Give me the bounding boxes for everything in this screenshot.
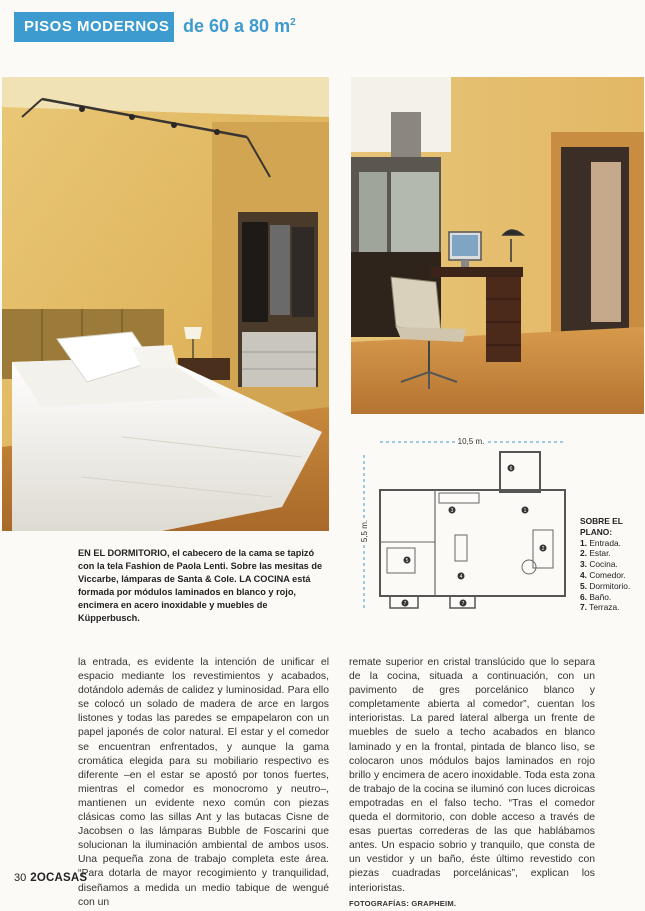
legend-item: 4. Comedor.: [580, 569, 626, 580]
office-photo: [351, 77, 644, 414]
body-text-right: remate superior en cristal translúcido que lo separa de la cocina, situada a continuación, con un pavimento de gres porcelánico blanco y completamente abierta al comedor”, cuentan los interioristas. La pared lateral alberga un frente de muebles de suelo a techo acabados en blanco laminado y en la frontal, pintada de blanco liso, se colocaron unos módulos bajos laminados en rojo brillo y encimera de acero inoxidable. Toda esta zona de trabajo de la cocina se iluminó con luces dicroicas empotradas en el falso techo. “Tras el comedor queda el dormitorio, con doble acceso a través de esas puertas correderas de las que hablábamos antes. Un espacio sobrio y tranquilo, que consta de un vestidor y un baño, éste último revestido con piezas cuadradas porcelánicas”, explican los interioristas. FOTOGRAFÍAS: GRAPHEIM.: [349, 656, 595, 911]
svg-text:10,5 m.: 10,5 m.: [457, 437, 485, 446]
plan-legend: [580, 516, 642, 613]
svg-text:7: 7: [403, 601, 407, 607]
floor-plan: [355, 430, 575, 615]
svg-text:6: 6: [509, 466, 513, 472]
photo-credit: FOTOGRAFÍAS: GRAPHEIM.: [349, 898, 457, 908]
legend-item: 7. Terraza.: [580, 602, 620, 613]
legend-item: 3. Cocina.: [580, 559, 618, 570]
photo-caption: EN EL DORMITORIO, el cabecero de la cama se tapizó con la tela Fashion de Paola Lenti. Sobre las mesitas de Viccarbe, lámparas de Santa & Cole. LA COCINA está formada por módulos laminados en blanco y rojo, encimera en acero inoxidable y muebles de Küpperbusch.: [78, 548, 323, 623]
page-number: 30: [14, 872, 27, 884]
svg-text:3: 3: [450, 508, 454, 514]
svg-text:1: 1: [523, 508, 527, 514]
legend-item: 1. Entrada.: [580, 537, 621, 548]
svg-text:7: 7: [461, 601, 465, 607]
page-title: de 60 a 80 $m^2$: [183, 16, 296, 36]
svg-text:5,5 m.: 5,5 m.: [360, 519, 369, 543]
section-label: PISOS MODERNOS: [14, 12, 174, 42]
legend-item: 5. Dormitorio.: [580, 580, 631, 591]
legend-item: 6. Baño.: [580, 591, 612, 602]
legend-item: 2. Estar.: [580, 548, 611, 559]
svg-text:5: 5: [405, 558, 409, 564]
legend-title-line1: SOBRE EL: [580, 516, 623, 526]
page-footer: [14, 872, 87, 884]
magazine-name: 2OCASAS: [30, 872, 88, 884]
body-text-left: la entrada, es evidente la intención de unificar el espacio mediante los revestimientos y acabados, dotándolo además de calidez y luminosidad. Para ello se colocó un solado de madera de arce en largos listones y todas las paredes se empapelaron con un papel japonés de color natural. El estar y el comedor se encuentran enfrentados, y aunque la gama cromática elegida para su mobiliario respectivo es diferente –en el estar se apostó por tonos fuertes, mientras el comedor es monocromo y neutro–, mantienen un evidente nexo común con piezas clásicas como las sillas Ant y las butacas Cisne de Jacobsen o las lámparas Bubble de Foscarini que solucionan la iluminación ambiental de ambos usos. Una pequeña zona de trabajo completa este área. “Para dotarla de mayor recogimiento y tranquilidad, diseñamos a medida un medio tabique de wengué con un: [78, 657, 329, 908]
legend-title-line2: PLANO:: [580, 526, 613, 537]
svg-text:4: 4: [459, 574, 463, 580]
svg-text:2: 2: [541, 546, 545, 552]
bedroom-photo: [2, 77, 329, 531]
